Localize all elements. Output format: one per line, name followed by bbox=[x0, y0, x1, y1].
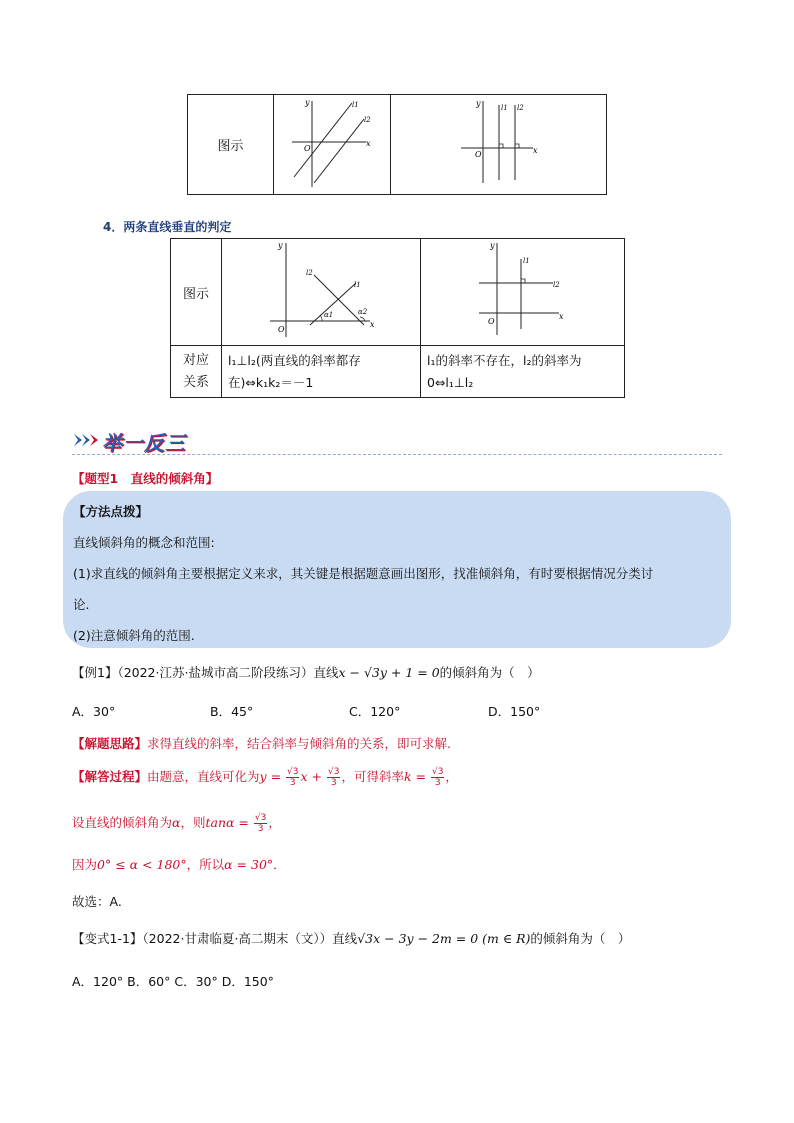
example1-equation: x − √3y + 1 = 0 bbox=[338, 665, 440, 680]
frac-numerator: √3 bbox=[431, 767, 444, 777]
line3-text3: ． bbox=[273, 857, 286, 872]
parallel-figure-table bbox=[187, 94, 607, 195]
table2-left-relation bbox=[222, 346, 421, 398]
origin-label: O bbox=[304, 144, 311, 153]
left-relation-line2: 在)⇔k₁k₂＝－1 bbox=[228, 374, 314, 390]
frac-denominator: 3 bbox=[330, 778, 337, 788]
table1-label: 图示 bbox=[188, 95, 274, 195]
solution-process-line2 bbox=[72, 813, 281, 834]
line2-text1: 设直线的倾斜角为 bbox=[72, 815, 173, 830]
process-text2: ，可得斜率 bbox=[341, 769, 404, 784]
perpendicular-table bbox=[170, 238, 625, 398]
table2-rel-label bbox=[171, 346, 222, 398]
l1-label: l1 bbox=[523, 257, 530, 265]
process-eq2: k = bbox=[403, 769, 430, 784]
y-axis-label: y bbox=[476, 99, 481, 108]
solution-thinking bbox=[72, 734, 451, 752]
example1-suffix: 的倾斜角为（ ） bbox=[439, 665, 540, 680]
right-relation-line1: l₁的斜率不存在，l₂的斜率为 bbox=[427, 352, 582, 368]
x-axis-label: x bbox=[370, 320, 375, 329]
process-text1: 由题意，直线可化为 bbox=[147, 769, 260, 784]
process-text3: ， bbox=[445, 769, 458, 784]
method-line4: (2)注意倾斜角的范围. bbox=[73, 628, 195, 643]
vertical-lines-figure bbox=[391, 95, 606, 190]
method-line2: (1)求直线的倾斜角主要根据定义来求，其关键是根据题意画出图形，找准倾斜角，有时要根据情况分类讨 bbox=[73, 566, 654, 581]
l2-label: l2 bbox=[553, 281, 560, 289]
banner-divider bbox=[72, 454, 722, 455]
line2-text2: ，则 bbox=[180, 815, 206, 830]
x-axis-label: x bbox=[366, 139, 371, 148]
alpha1-label: α1 bbox=[324, 311, 334, 319]
frac-numerator: √3 bbox=[287, 767, 299, 777]
y-axis-label: y bbox=[278, 241, 283, 250]
table1-right-figure bbox=[391, 95, 607, 195]
variant-suffix: 的倾斜角为（ ） bbox=[530, 931, 631, 946]
axis-perpendicular-figure bbox=[421, 239, 624, 341]
l1-label: l1 bbox=[352, 101, 359, 109]
right-relation-line2: 0⇔l₁⊥l₂ bbox=[427, 374, 474, 390]
left-relation-line1: l₁⊥l₂(两直线的斜率都存 bbox=[228, 352, 361, 368]
banner-title: 举一反三 bbox=[102, 431, 186, 455]
question-type-title: 【题型1 直线的倾斜角】 bbox=[72, 471, 219, 486]
frac-denominator: 3 bbox=[289, 778, 296, 788]
table2-right-figure bbox=[421, 239, 625, 346]
frac-numerator: √3 bbox=[254, 813, 267, 823]
solution-process-line1 bbox=[72, 767, 458, 788]
table2-right-relation bbox=[421, 346, 625, 398]
origin-label: O bbox=[475, 150, 482, 159]
tan-expression: tanα = bbox=[205, 815, 253, 830]
frac-denominator: 3 bbox=[257, 824, 264, 834]
table2-fig-label: 图示 bbox=[171, 239, 222, 346]
l2-label: l2 bbox=[306, 269, 313, 277]
alpha-symbol: α bbox=[172, 815, 181, 830]
l2-label: l2 bbox=[364, 116, 371, 124]
variant-question bbox=[72, 929, 630, 947]
y-axis-label: y bbox=[490, 241, 495, 250]
line3-text1: 因为 bbox=[72, 857, 98, 872]
perpendicular-slopes-figure bbox=[222, 239, 420, 341]
table2-left-figure bbox=[222, 239, 421, 346]
example1-prefix: 【例1】（2022·江苏·盐城市高二阶段练习）直线 bbox=[72, 665, 339, 680]
variant-prefix: 【变式1-1】（2022·甘肃临夏·高二期末（文））直线 bbox=[72, 931, 358, 946]
alpha2-label: α2 bbox=[358, 308, 368, 316]
line3-range: 0° ≤ α < 180° bbox=[97, 857, 187, 872]
x-axis-label: x bbox=[533, 146, 538, 155]
frac-denominator: 3 bbox=[434, 778, 441, 788]
answer: 故选：A. bbox=[72, 894, 122, 909]
thinking-tag: 【解题思路】 bbox=[72, 736, 148, 751]
parallel-lines-figure bbox=[274, 95, 390, 190]
thinking-text: 求得直线的斜率，结合斜率与倾斜角的关系，即可求解. bbox=[147, 736, 451, 751]
method-box bbox=[63, 491, 731, 648]
origin-label: O bbox=[488, 317, 495, 326]
frac-numerator: √3 bbox=[327, 767, 340, 777]
l2-label: l2 bbox=[517, 104, 524, 112]
origin-label: O bbox=[278, 325, 285, 334]
rel-label-line1: 对应 bbox=[182, 352, 209, 368]
process-eq1-b: x + bbox=[300, 769, 326, 784]
method-line3: 论. bbox=[73, 597, 90, 612]
line3-text2: ，所以 bbox=[186, 857, 225, 872]
option-a: A．30° bbox=[72, 704, 116, 719]
method-line1: 直线倾斜角的概念和范围: bbox=[73, 535, 215, 550]
option-b: B．45° bbox=[210, 704, 254, 719]
x-axis-label: x bbox=[559, 312, 564, 321]
option-d: D．150° bbox=[488, 704, 541, 719]
method-heading: 【方法点拨】 bbox=[73, 504, 149, 519]
line2-text3: ， bbox=[268, 815, 281, 830]
section-4-title: 4．两条直线垂直的判定 bbox=[103, 220, 232, 234]
variant-options: A．120° B．60° C．30° D．150° bbox=[72, 974, 274, 989]
process-tag: 【解答过程】 bbox=[72, 769, 148, 784]
process-eq1-a: y = bbox=[259, 769, 286, 784]
l1-label: l1 bbox=[501, 104, 508, 112]
table1-left-figure bbox=[274, 95, 391, 195]
example1-question bbox=[72, 663, 540, 681]
l1-label: l1 bbox=[354, 281, 361, 289]
y-axis-label: y bbox=[305, 98, 310, 107]
option-c: C．120° bbox=[349, 704, 401, 719]
solution-process-line3 bbox=[72, 855, 286, 873]
variant-equation: √3x − 3y − 2m = 0 (m ∈ R) bbox=[357, 931, 531, 946]
line3-result: α = 30° bbox=[224, 857, 274, 872]
rel-label-line2: 关系 bbox=[182, 374, 209, 390]
